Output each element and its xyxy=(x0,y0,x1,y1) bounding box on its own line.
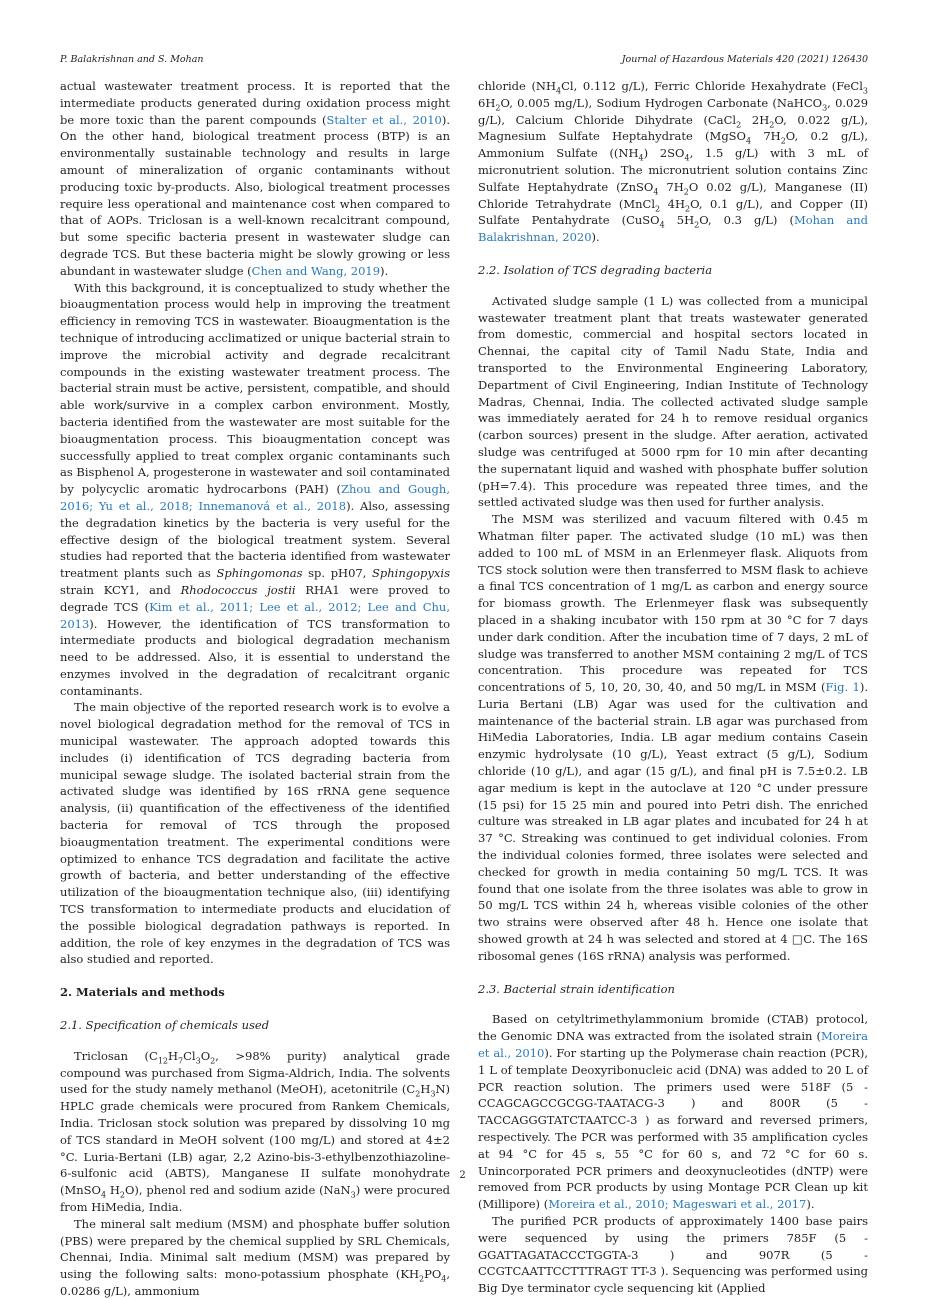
header-journal: Journal of Hazardous Materials 420 (2021) 126430 xyxy=(621,54,868,65)
citation-link[interactable]: Mohan and Balakrishnan, 2020 xyxy=(478,213,868,245)
citation-link[interactable]: Moreira et al., 2010 xyxy=(478,1029,868,1061)
subsection-heading: 2.3. Bacterial strain identification xyxy=(478,981,675,996)
subscript: 2 xyxy=(415,1089,421,1099)
paragraph: Activated sludge sample (1 L) was collected from a municipal wastewater treatment plant that treats wastewater generated from domestic, commercial and hospital sectors located in Chennai, the capital city of Tamil Nadu State, India and transported to the Environmental Engineering Laboratory, Department of Civil Engineering, Indian Institute of Technology Madras, Chennai, India. The collected activated sludge sample was immediately aerated for 24 h to remove residual organics (carbon sources) present in the sludge. After aeration, activated sludge was centrifuged at 5000 rpm for 10 min after decanting the supernatant liquid and washed with phosphate buffer solution (pH=7.4). This procedure was repeated three times, and the settled activated sludge was then used for further analysis. xyxy=(478,293,868,510)
subscript: 2 xyxy=(736,119,742,129)
subscript: 2 xyxy=(694,220,700,230)
running-header xyxy=(60,54,868,68)
left-column xyxy=(60,78,450,1300)
subscript: 3 xyxy=(430,1089,436,1099)
subscript: 2 xyxy=(210,1056,216,1066)
subscript: 7 xyxy=(178,1056,184,1066)
subscript: 2 xyxy=(685,203,691,213)
subscript: 4 xyxy=(659,220,665,230)
paragraph: The mineral salt medium (MSM) and phosphate buffer solution (PBS) were prepared by the chemical supplied by SRL Chemicals, Chennai, India. Minimal salt medium (MSM) was prepared by using the following salts: mono-potassium phosphate ($KH_2PO_4$, 0.0286 g/L), ammonium xyxy=(60,1216,450,1298)
paragraph: actual wastewater treatment process. It is reported that the intermediate products generated during oxidation process might be more toxic than the parent compounds (Stalter et al., 2010). On the other hand, biological treatment process (BTP) is an environmentally sustainable technology and results in large amount of mineralization of organic contaminants without producing toxic by-products. Also, biological treatment processes require less operational and maintenance cost when compared to that of AOPs. Triclosan is a well-known recalcitrant compound, but some specific bacteria present in wastewater sludge can degrade TCS. But these bacteria might be slowly growing or less abundant in wastewater sludge (Chen and Wang, 2019). xyxy=(60,79,450,278)
subscript: 4 xyxy=(746,136,752,146)
citation-link[interactable]: Chen and Wang, 2019 xyxy=(251,263,381,278)
section-heading: 2. Materials and methods xyxy=(60,985,225,1000)
right-column xyxy=(478,78,868,1297)
subscript: 4 xyxy=(684,153,690,163)
subscript: 2 xyxy=(418,1274,425,1284)
paragraph: With this background, it is conceptualized to study whether the bioaugmentation process would help in improving the treatment efficiency in removing TCS in wastewater. Bioaugmentation is the technique of introducing acclimatized or unique bacterial strain to improve the microbial activity and degrade recalcitrant compounds in the existing wastewater treatment process. The bacterial strain must be active, persistent, compatible, and should able work/survive in a complex carbon environment. Mostly, bacteria identified from the wastewater are most suitable for the bioaugmentation process. This bioaugmentation concept was successfully applied to treat complex organic contaminants such as Bisphenol A, progesterone in wastewater and soil contaminated by polycyclic aromatic hydrocarbons (PAH) (Zhou and Gough, 2016; Yu et al., 2018; Innemanová et al., 2018). Also, assessing the degradation kinetics by the bacteria is very useful for the effective design of the biological treatment system. Several studies had reported that the bacteria identified from wastewater treatment plants such as Sphingomonas sp. pH07, Sphingopyxis strain KCY1, and Rhodococcus jostii RHA1 were proved to degrade TCS (Kim et al., 2011; Lee et al., 2012; Lee and Chu, 2013). However, the identification of TCS transformation to intermediate products and biological degradation mechanism need to be addressed. Also, it is essential to understand the enzymes involved in the degradation of recalcitrant organic contaminants. xyxy=(60,280,450,698)
subsection-heading: 2.1. Specification of chemicals used xyxy=(60,1018,270,1033)
paragraph: Based on cetyltrimethylammonium bromide (CTAB) protocol, the Genomic DNA was extracted from the isolated strain (Moreira et al., 2010). For starting up the Polymerase chain reaction (PCR), 1 L of template Deoxyribonucleic acid (DNA) was added to 20 L of PCR reaction solution. The primers used were 518F (5 -CCAGCAGCCGCGG-TAATACG-3 ) and 800R (5 -TACCAGGGTATCTAATCC-3 ) as forward and reversed primers, respectively. The PCR was performed with 35 amplification cycles at 94 °C for 45 s, 55 °C for 60 s, and 72 °C for 60 s. Unincorporated PCR primers and deoxynucleotides (dNTP) were removed from PCR products by using Montage PCR Clean up kit (Millipore) (Moreira et al., 2010; Mageswari et al., 2017). xyxy=(478,1012,868,1212)
citation-link[interactable]: Stalter et al., 2010 xyxy=(326,112,442,127)
page-number: 2 xyxy=(459,1170,466,1181)
paragraph: Triclosan ($C_{12}H_7Cl_3O_2$, >98% purity) analytical grade compound was purchased from Sigma-Aldrich, India. The solvents used for the study namely methanol (MeOH), acetonitrile $(C_2H_3N)$ HPLC grade chemicals were procured from Rankem Chemicals, India. Triclosan stock solution was prepared by dissolving 10 mg of TCS standard in MeOH solvent (100 mg/L) and stored at 4±2 °C. Luria-Bertani (LB) agar, 2,2 Azino-bis-3-ethylbenzothiazoline-6-sulfonic acid (ABTS), Manganese II sulfate monohydrate (MnSO$_4$ $H_2O$), phenol red and sodium azide (NaN$_3$) were procured from HiMedia, India. xyxy=(60,1048,451,1214)
paragraph: The purified PCR products of approximately 1400 base pairs were sequenced by using the primers 785F (5 -GGATTAGATACCCTGGTA-3 ) and 907R (5 -CCGTCAATTCCTTTRAGT TT-3 ). Sequencing was performed using Big Dye terminator cycle sequencing kit (Applied xyxy=(478,1214,868,1296)
citation-link[interactable]: Kim et al., 2011; Lee et al., 2012; Lee and Chu, 2013 xyxy=(60,599,450,631)
italic-text: Sphingomonas xyxy=(216,566,303,581)
subscript: 4 xyxy=(556,86,562,96)
subscript: 4 xyxy=(653,187,659,197)
citation-link[interactable]: Fig. 1 xyxy=(825,680,860,695)
citation-link[interactable]: Moreira et al., 2010; Mageswari et al., 2017 xyxy=(548,1197,807,1212)
header-authors: P. Balakrishnan and S. Mohan xyxy=(60,54,204,65)
subscript: 3 xyxy=(350,1190,356,1200)
subscript: 2 xyxy=(769,119,775,129)
subscript: 2 xyxy=(683,187,689,197)
subscript: 2 xyxy=(119,1190,125,1200)
subscript: 2 xyxy=(655,203,661,213)
subscript: 3 xyxy=(822,103,828,113)
paragraph: chloride ($NH_4Cl$, 0.112 g/L), Ferric Chloride Hexahydrate (FeCl$_3$ $6H_2O$, 0.005 mg/L), Sodium Hydrogen Carbonate (NaHCO$_3$, 0.029 g/L), Calcium Chloride Dihydrate (CaCl$_2$ $2H_2O$, 0.022 g/L), Magnesium Sulfate Heptahydrate (MgSO$_4$ $7H_2O$, 0.2 g/L), Ammonium Sulfate ($(NH_4)$ $2SO_4$, 1.5 g/L) with 3 mL of micronutrient solution. The micronutrient solution contains Zinc Sulfate Heptahydrate (ZnSO$_4$ $7H_2O$ 0.02 g/L), Manganese (II) Chloride Tetrahydrate (MnCl$_2$ $4H_2O$, 0.1 g/L), and Copper (II) Sulfate Pentahydrate (CuSO$_4$ $5H_2O$, 0.3 g/L) (Mohan and Balakrishnan, 2020). xyxy=(478,79,869,245)
subscript: 2 xyxy=(495,103,501,113)
subscript: 4 xyxy=(100,1190,107,1200)
paragraph: The main objective of the reported research work is to evolve a novel biological degradation method for the removal of TCS in municipal wastewater. The approach adopted towards this includes (i) identification of TCS degrading bacteria from municipal sewage sludge. The isolated bacterial strain from the activated sludge was identified by 16S rRNA gene sequence analysis, (ii) quantification of the effectiveness of the identified bacteria for removal of TCS through the proposed bioaugmentation treatment. The experimental conditions were optimized to enhance TCS degradation and facilitate the active growth of bacteria, and better understanding of the effective utilization of the bioaugmentation technique also, (iii) identifying TCS transformation to intermediate products and elucidation of the possible biological degradation pathways is reported. In addition, the role of key enzymes in the degradation of TCS was also studied and reported. xyxy=(60,700,450,967)
subscript: 3 xyxy=(195,1056,201,1066)
subscript: 4 xyxy=(441,1274,447,1284)
subscript: 12 xyxy=(157,1056,168,1066)
italic-text: Sphingopyxis xyxy=(372,566,450,581)
citation-link[interactable]: Zhou and Gough, 2016; Yu et al., 2018; Innemanová et al., 2018 xyxy=(60,482,450,513)
subscript: 3 xyxy=(862,86,868,96)
subscript: 2 xyxy=(780,136,786,146)
subsection-heading: 2.2. Isolation of TCS degrading bacteria xyxy=(478,262,713,277)
italic-text: Rhodococcus jostii xyxy=(180,582,296,597)
subscript: 4 xyxy=(638,153,644,163)
paragraph: The MSM was sterilized and vacuum filtered with 0.45 m Whatman filter paper. The activated sludge (10 mL) was then added to 100 mL of MSM in an Erlenmeyer flask. Aliquots from TCS stock solution were then transferred to MSM flask to achieve a final TCS concentration of 1 mg/L as carbon and energy source for biomass growth. The Erlenmeyer flask was subsequently placed in a shaking incubator with 150 rpm at 30 °C for 7 days under dark condition. After the incubation time of 7 days, 2 mL of sludge was transferred to another MSM containing 2 mg/L of TCS concentration. This procedure was repeated for TCS concentrations of 5, 10, 20, 30, 40, and 50 mg/L in MSM (Fig. 1). Luria Bertani (LB) Agar was used for the cultivation and maintenance of the bacterial strain. LB agar was purchased from HiMedia Laboratories, India. LB agar medium contains Casein enzymic hydrolysate (10 g/L), Yeast extract (5 g/L), Sodium chloride (10 g/L), and agar (15 g/L), and final pH is 7.5±0.2. LB agar medium is kept in the autoclave at 120 °C under pressure (15 psi) for 15 25 min and poured into Petri dish. The enriched culture was streaked in LB agar plates and incubated for 24 h at 37 °C. Streaking was continued to get individual colonies. From the individual colonies formed, three isolates were selected and checked for growth in media containing 50 mg/L TCS. It was found that one isolate from the three isolates was able to grow in 50 mg/L TCS within 24 h, whereas visible colonies of the other two strains were observed after 48 h. Hence one isolate that showed growth at 24 h was selected and stored at 4 □C. The 16S ribosomal genes (16S rRNA) analysis was performed. xyxy=(478,512,868,963)
